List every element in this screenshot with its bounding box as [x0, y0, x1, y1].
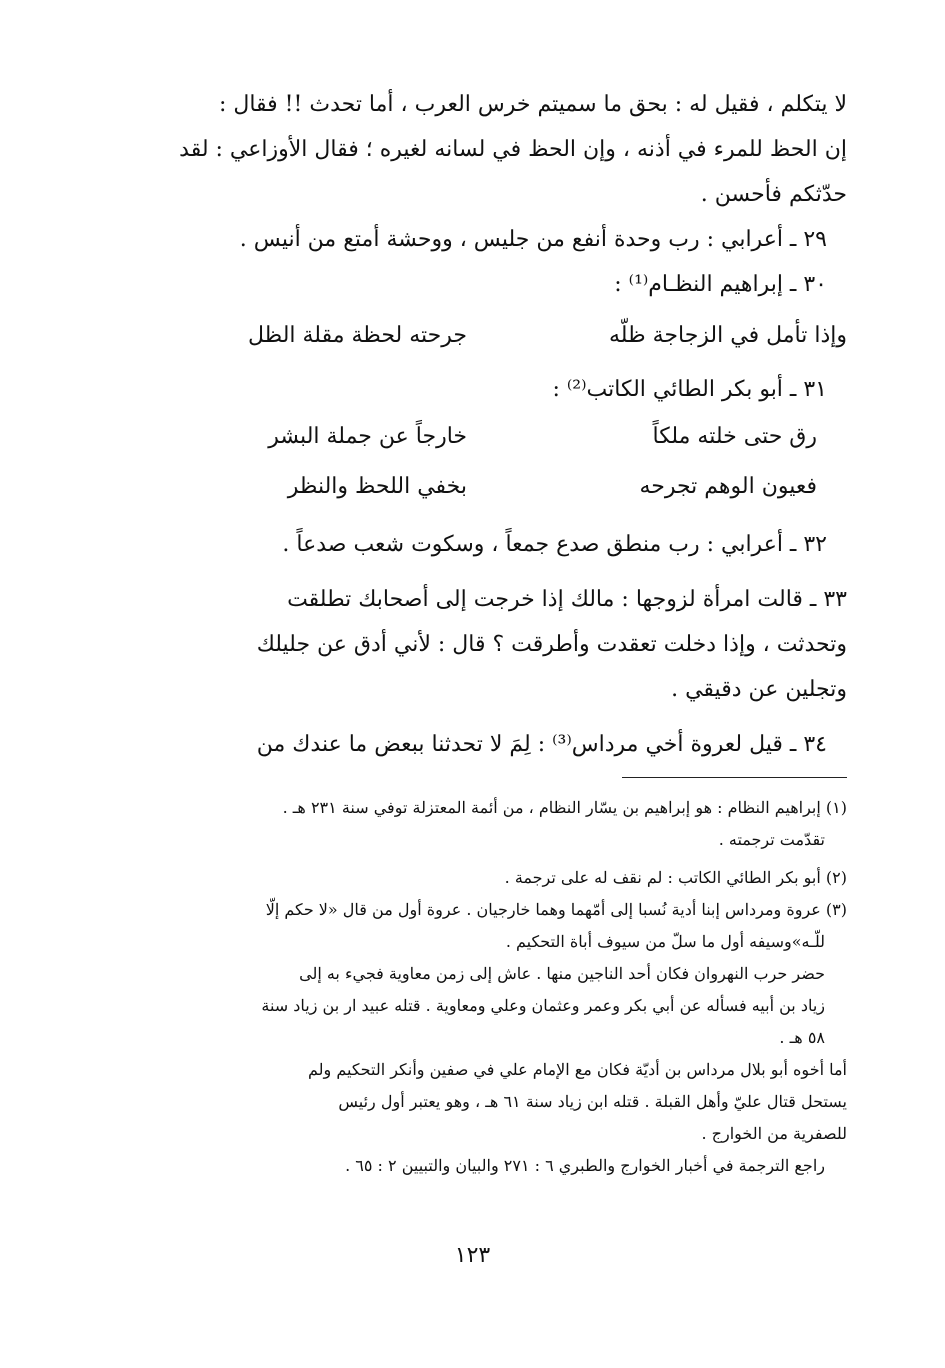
- footnote-3-continuation: للّـه»وسيفه أول ما سلّ من سيوف أباة التحكيم .: [505, 932, 825, 951]
- paragraph-continuation: [147, 82, 847, 217]
- entry-30-heading: ٣٠ ـ إبراهيم النظـام⁽¹⁾ :: [614, 272, 827, 297]
- footnote-3-line: (٣) عروة ومرداس إبنا أدية نُسبا إلى أمّهما وهما خارجيان . عروة أول من قال «لا حكم إلّا: [265, 900, 847, 919]
- entry-29: ٢٩ ـ أعرابي : رب وحدة أنفع من جليس ، ووحشة أمتع من أنيس .: [239, 227, 827, 252]
- verse-hemistich-first: فعيون الوهم تجرحه: [639, 474, 817, 499]
- entry-34: ٣٤ ـ قيل لعروة أخي مرداس⁽³⁾ : لِمَ لا تحدثنا ببعض ما عندك من: [256, 732, 827, 757]
- main-text: [147, 82, 847, 767]
- verse-30: [147, 311, 847, 361]
- text-line: وتحدثت ، وإذا دخلت تعقدت وأطرقت ؟ قال : لأني أدق عن جليلك: [256, 632, 847, 657]
- text-line: وتجلين عن دقيقي .: [671, 677, 847, 702]
- verse-hemistich-second: بخفي اللحظ والنظر: [287, 474, 467, 499]
- entry-31-heading: ٣١ ـ أبو بكر الطائي الكاتب⁽²⁾ :: [552, 377, 827, 402]
- footnote-divider: [622, 777, 847, 778]
- footnotes: [142, 792, 847, 1182]
- verse-hemistich-second: خارجاً عن جملة البشر: [268, 424, 467, 449]
- text-line: إن الحظ للمرء في أذنه ، وإن الحظ في لسانه لغيره ؛ فقال الأوزاعي : لقد: [179, 137, 847, 162]
- text-line: ٣٣ ـ قالت امرأة لزوجها : مالك إذا خرجت إلى أصحابك تطلقت: [287, 587, 847, 612]
- footnote-1-line: (١) إبراهيم النظام : هو إبراهيم بن يسّار النظام ، من أئمة المعتزلة توفي سنة ٢٣١ هـ .: [282, 798, 847, 817]
- text-line: يستحل قتال عليّ وأهل القبلة . قتله ابن زياد سنة ٦١ هـ ، وهو يعتبر أول رئيس: [338, 1092, 847, 1111]
- text-line: ٥٨ هـ .: [779, 1028, 825, 1047]
- entry-32: ٣٢ ـ أعرابي : رب منطق صدع جمعاً ، وسكوت شعب صدعاً .: [282, 532, 827, 557]
- footnote-3-paragraph-3: [142, 1054, 847, 1150]
- footnote-1-continuation: تقدّمت ترجمته .: [718, 830, 825, 849]
- text-line: حضر حرب النهروان فكان أحد الناجين منها . عاش إلى زمن معاوية فجيء به إلى: [299, 964, 825, 983]
- verse-31b: [147, 462, 847, 512]
- text-line: أما أخوه أبو بلال مرداس بن أديّة فكان مع الإمام علي في صفين وأنكر التحكيم ولم: [308, 1060, 847, 1079]
- verse-31a: [147, 412, 847, 462]
- verse-hemistich-first: رق حتى خلته ملكاً: [652, 424, 817, 449]
- footnote-2: (٢) أبو بكر الطائي الكاتب : لم نقف له على ترجمة .: [504, 868, 847, 887]
- footnote-3-reference: راجع الترجمة في أخبار الخوارج والطبري ٦ : ٢٧١ والبيان والتبيين ٢ : ٦٥ .: [345, 1156, 825, 1175]
- text-line: زياد بن أبيه فسأله عن أبي بكر وعمر وعثمان وعلي ومعاوية . قتله عبيد ار بن زياد سنة: [261, 996, 825, 1015]
- verse-hemistich-second: جرحته لحظة مقلة الظل: [247, 323, 467, 348]
- entry-33: [147, 577, 847, 712]
- verse-hemistich-first: وإذا تأمل في الزجاجة ظلّه: [609, 323, 847, 348]
- footnote-3-paragraph-2: [142, 958, 847, 1054]
- text-line: لا يتكلم ، فقيل له : بحق ما سميتم خرس العرب ، أما تحدث !! فقال :: [218, 92, 847, 117]
- text-line: للصفرية من الخوارج .: [701, 1124, 847, 1143]
- text-line: حدّثكم فأحسن .: [700, 182, 847, 207]
- page-number: ١٢٣: [454, 1243, 491, 1268]
